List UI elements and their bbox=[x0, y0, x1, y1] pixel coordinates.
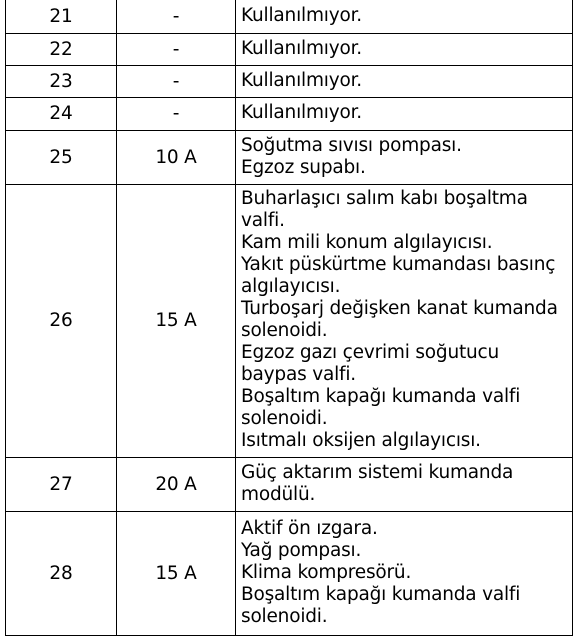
fuse-number: 24 bbox=[6, 97, 117, 130]
description-line: Kullanılmıyor. bbox=[241, 4, 362, 26]
description-line: Egzoz supabı. bbox=[241, 156, 366, 178]
fuse-amperage: - bbox=[117, 0, 236, 33]
table-row bbox=[6, 97, 573, 130]
description-line: Buharlaşıcı salım kabı boşaltma bbox=[241, 188, 528, 209]
description-line: Yağ pompası. bbox=[241, 539, 362, 561]
table-row bbox=[6, 457, 573, 511]
fuse-number: 25 bbox=[6, 130, 117, 184]
fuse-description bbox=[236, 457, 573, 511]
description-line: algılayıcısı. bbox=[241, 276, 341, 297]
fuse-amperage: 20 A bbox=[117, 457, 236, 511]
fuse-amperage: 10 A bbox=[117, 130, 236, 184]
description-line: Egzoz gazı çevrimi soğutucu bbox=[241, 342, 500, 363]
description-line: Kullanılmıyor. bbox=[241, 69, 362, 91]
description-line: Güç aktarım sistemi kumanda bbox=[241, 461, 514, 483]
description-line: Boşaltım kapağı kumanda valfi bbox=[241, 583, 521, 605]
description-line: baypas valfi. bbox=[241, 364, 356, 385]
fuse-number: 26 bbox=[6, 184, 117, 457]
fuse-amperage: 15 A bbox=[117, 184, 236, 457]
description-line: Kullanılmıyor. bbox=[241, 37, 362, 59]
fuse-number: 23 bbox=[6, 65, 117, 97]
fuse-description bbox=[236, 130, 573, 184]
description-line: Aktif ön ızgara. bbox=[241, 517, 378, 539]
description-line: Boşaltım kapağı kumanda valfi bbox=[241, 386, 521, 407]
fuse-description bbox=[236, 97, 573, 130]
fuse-description bbox=[236, 184, 573, 457]
description-line: Kullanılmıyor. bbox=[241, 102, 362, 123]
fuse-amperage: - bbox=[117, 97, 236, 130]
fuse-amperage: - bbox=[117, 65, 236, 97]
fuse-description bbox=[236, 33, 573, 65]
description-line: solenoidi. bbox=[241, 320, 328, 341]
fuse-description bbox=[236, 511, 573, 635]
table-row bbox=[6, 511, 573, 635]
table-row bbox=[6, 184, 573, 457]
description-line: Klima kompresörü. bbox=[241, 561, 412, 583]
fuse-description bbox=[236, 65, 573, 97]
table-row bbox=[6, 0, 573, 33]
fuse-number: 22 bbox=[6, 33, 117, 65]
fuse-table bbox=[5, 0, 573, 636]
fuse-number: 28 bbox=[6, 511, 117, 635]
fuse-number: 27 bbox=[6, 457, 117, 511]
table-row bbox=[6, 65, 573, 97]
description-line: modülü. bbox=[241, 483, 316, 505]
description-line: valfi. bbox=[241, 210, 285, 231]
fuse-description bbox=[236, 0, 573, 33]
description-line: solenoidi. bbox=[241, 605, 328, 627]
description-line: Kam mili konum algılayıcısı. bbox=[241, 232, 493, 253]
fuse-amperage: 15 A bbox=[117, 511, 236, 635]
description-line: Turboşarj değişken kanat kumanda bbox=[241, 298, 558, 319]
description-line: Isıtmalı oksijen algılayıcısı. bbox=[241, 430, 481, 451]
fuse-number: 21 bbox=[6, 0, 117, 33]
description-line: solenoidi. bbox=[241, 408, 328, 429]
table-row bbox=[6, 130, 573, 184]
fuse-amperage: - bbox=[117, 33, 236, 65]
description-line: Yakıt püskürtme kumandası basınç bbox=[241, 254, 556, 275]
table-row bbox=[6, 33, 573, 65]
description-line: Soğutma sıvısı pompası. bbox=[241, 134, 462, 156]
